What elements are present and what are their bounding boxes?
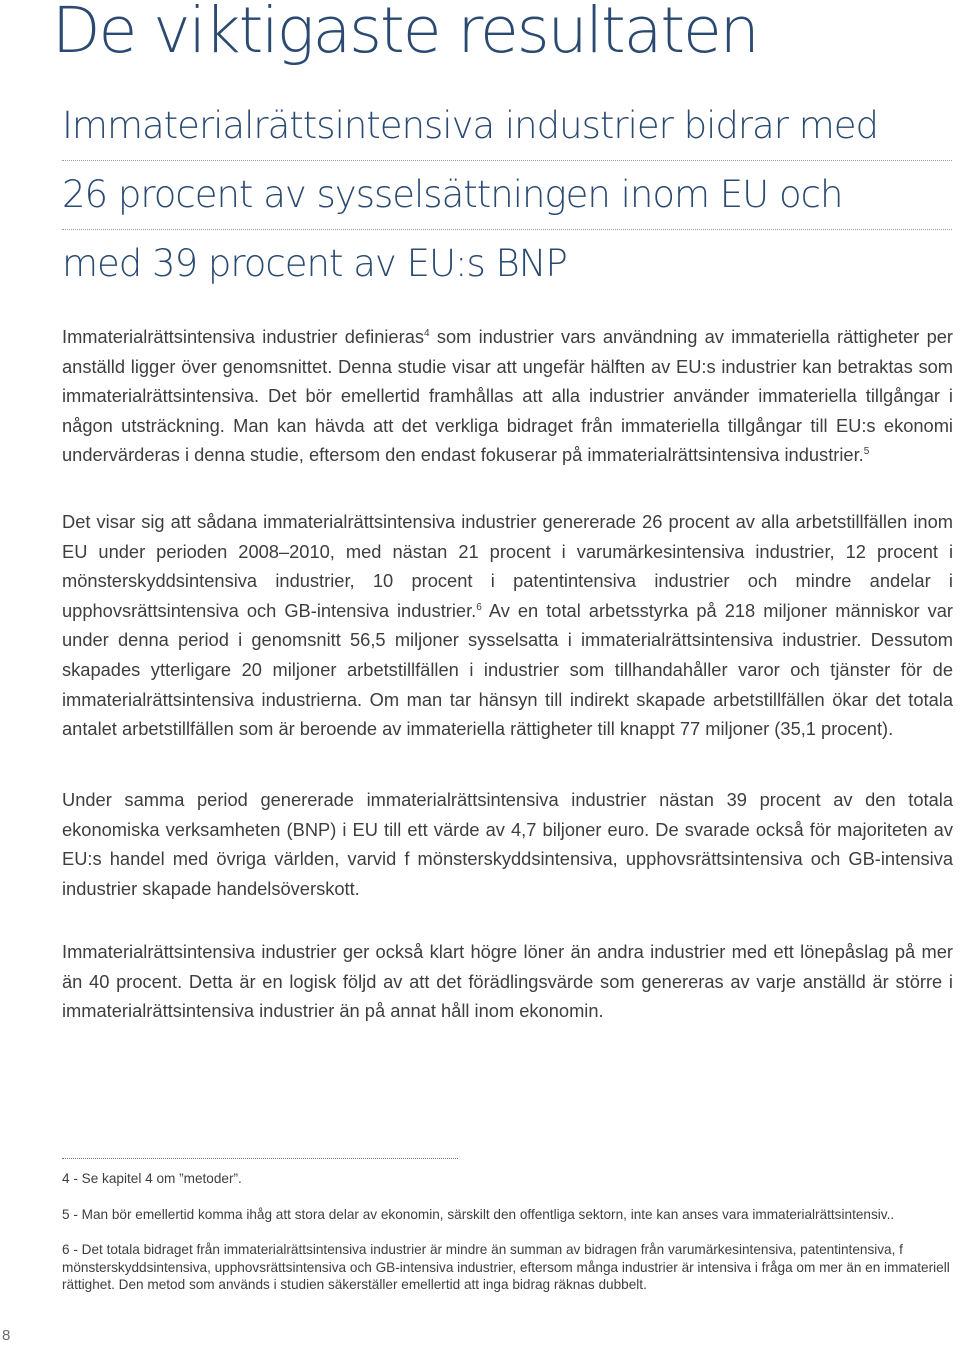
footnote-4: 4 - Se kapitel 4 om ”metoder”.: [62, 1171, 242, 1186]
paragraph-text: Av en total arbetsstyrka på 218 miljoner människor var under denna period i genomsnitt 56,5 miljoner sysselsatta i immaterialrättsintensiva industrier. Dessutom skapades ytterligare 20 miljoner arbetstillfällen i industrier som tillhandahåller varor och tjänster för de immaterialrättsintensiva industrierna. Om man tar hänsyn till indirekt skapade arbetstillfällen ökar det totala antalet arbetstillfällen som är beroende av immateriella rättigheter till knappt 77 miljoner (35,1 procent).: [62, 599, 953, 740]
footnote-divider: [62, 1158, 458, 1159]
subtitle-line: 26 procent av sysselsättningen inom EU och: [62, 161, 952, 230]
paragraph-text: som industrier vars användning av immateriella rättigheter per anställd ligger över genomsnittet. Denna studie visar att ungefär hälften av EU:s industrier kan betraktas som immaterialrättsintensiva. Det bör emellertid framhållas att alla industrier använder immateriella tillgångar i någon utsträckning. Man kan hävda att det verkliga bidraget från immateriella tillgångar till EU:s ekonomi undervärderas i denna studie, eftersom den endast fokuserar på immaterialrättsintensiva industrier.: [62, 326, 953, 466]
paragraph-3: Under samma period genererade immaterialrättsintensiva industrier nästan 39 procent av den totala ekonomiska verksamheten (BNP) i EU till ett värde av 4,7 biljoner euro. De svarade också för majoriteten av EU:s handel med övriga världen, varvid f mönsterskyddsintensiva, upphovsrättsintensiva och GB-intensiva industrier skapade handelsöverskott.: [62, 789, 953, 899]
paragraph-text: Immaterialrättsintensiva industrier definieras: [62, 326, 424, 347]
page-number: 8: [2, 1327, 11, 1344]
body-text: [62, 507, 953, 774]
footnote-6: 6 - Det totala bidraget från immaterialrättsintensiva industrier är mindre än summan av bidragen från varumärkesintensiva, patentintensiva, f mönsterskyddsintensiva, upphovsrättsintensiva och GB-intensiva industrier, eftersom många industrier är intensiva i fråga om mer än en immateriell rättighet. Den metod som används i studien säkerställer emellertid att inga bidrag räknas dubbelt.: [62, 1242, 950, 1292]
body-text: [62, 785, 953, 933]
page-title: De viktigaste resultaten: [52, 0, 758, 67]
subtitle: [62, 92, 952, 298]
footnote-ref-4[interactable]: 4: [424, 328, 430, 339]
footnote-ref-5[interactable]: 5: [863, 446, 870, 458]
subtitle-line: Immaterialrättsintensiva industrier bidrar med: [62, 92, 952, 161]
paragraph-text: Det visar sig att sådana immaterialrättsintensiva industrier genererade 26 procent av alla arbetstillfällen inom EU under perioden 2008–2010, med nästan 21 procent i varumärkesintensiva industrier, 12 procent i mönsterskyddsintensiva industrier, 10 procent i patentintensiva industrier och mindre andelar i upphovsrättsintensiva och GB-intensiva industrier.: [62, 511, 953, 621]
paragraph-2: [62, 507, 953, 744]
paragraph-4: Immaterialrättsintensiva industrier ger också klart högre löner än andra industrier med ett lönepåslag på mer än 40 procent. Detta är en logisk följd av att det förädlingsvärde som genereras av varje anställd är större i immaterialrättsintensiva industrier än på annat håll inom ekonomin.: [62, 941, 953, 1022]
body-text: [62, 937, 953, 1056]
paragraph-1: [62, 322, 953, 470]
footnotes: [62, 1170, 954, 1312]
body-text: [62, 322, 953, 500]
footnote-5: 5 - Man bör emellertid komma ihåg att stora delar av ekonomin, särskilt den offentliga sektorn, inte kan anses vara immaterialrättsintensiv..: [62, 1206, 895, 1222]
footnote-ref-6[interactable]: 6: [476, 601, 482, 613]
subtitle-line: med 39 procent av EU:s BNP: [62, 242, 567, 285]
